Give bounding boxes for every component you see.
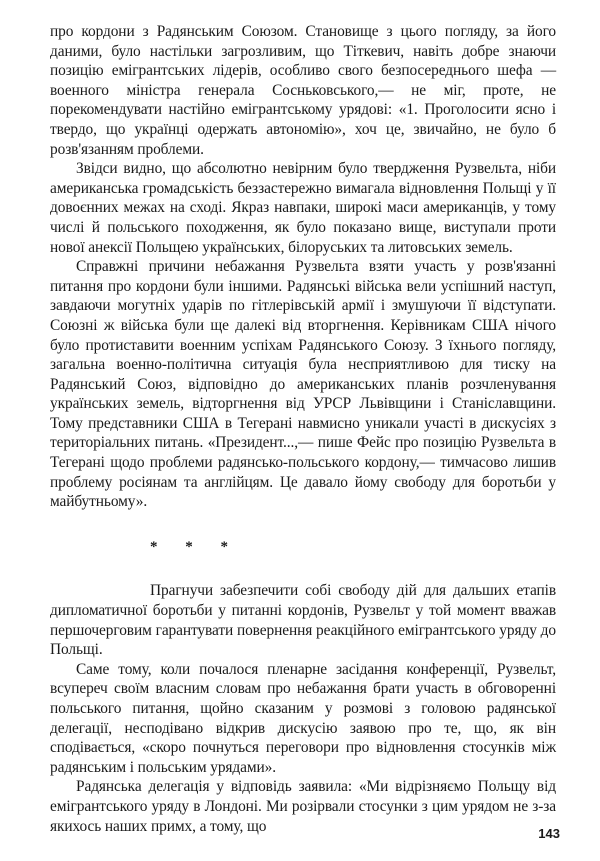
paragraph-continuation: про кордони з Радянським Союзом. Становище з цього погляду, за його даними, було настільки загрозливим, що Тіткевич, навіть добре знаючи позицію емігрантських лідерів, особливо свого безпосереднього шефа — военного міністра генерала Сосньковського,— не міг, проте, не порекомендувати настійно емігрантському урядові: «1. Проголосити ясно і твердо, що українці одержать автономію», хоч це, звичайно, не було б розв'язанням проблеми. [50,23,556,158]
paragraph: Звідси видно, що абсолютно невірним було твердження Рузвельта, ніби американська громадськість беззастережно вимагала відновлення Польщі у її довоєнних межах на сході. Якраз навпаки, широкі маси американців, у тому числі й польського походження, як було показано вище, виступали проти нової анексії Польщею українських, білоруських та литовських земель. [50,160,556,256]
paragraph: Справжні причини небажання Рузвельта взяти участь у розв'язанні питання про кордони були іншими. Радянські війська вели успішний наступ, завдаючи могутніх ударів по гітлерівській армії і змушуючи її відступати. Союзні ж війська були ще далекі від вторгнення. Керівникам США нічого було протиставити военним успіхам Радянського Союзу. З їхнього погляду, загальна военно-політична ситуація була несприятливою для тиску на Радянський Союз, відповідно до американських планів розчленування українських земель, відторгнення від УРСР Львівщини і Станіславщини. Тому представники США в Тегерані навмисно уникали участі в дискусіях з територіальних питань. «Президент...,— пише Фейс про позицію Рузвельта в Тегерані щодо проблеми радянсько-польського кордону,— тимчасово лишив проблему росіянам та англійцям. Це давало йому свободу для боротьби у майбутньому». [50,258,556,511]
paragraph: Саме тому, коли почалося пленарне засідання конференції, Рузвельт, всупереч своїм власним словам про небажання брати участь в обговоренні польського питання, щойно сказаним у розмові з головою радянської делегації, несподівано відкрив дискусію заявою про те, що, як він сподівається, «скоро почнуться переговори про відновлення стосунків між радянським і польським урядами». [50,660,556,776]
page-number: 143 [538,826,560,841]
page-text [50,22,556,836]
paragraph-section-start: Прагнучи забезпечити собі свободу дій для дальших етапів дипломатичної боротьби у питанні кордонів, Рузвельт у той момент вважав першочерговим гарантувати повернення реакційного емігрантського уряду до Польщі. [50,582,556,659]
paragraph: Радянська делегація у відповідь заявила: «Ми відрізняємо Польщу від емігрантського уряду в Лондоні. Ми розірвали стосунки з цим урядом не з-за якихось наших примх, а тому, що [50,778,556,835]
section-separator: * * * [150,538,240,555]
